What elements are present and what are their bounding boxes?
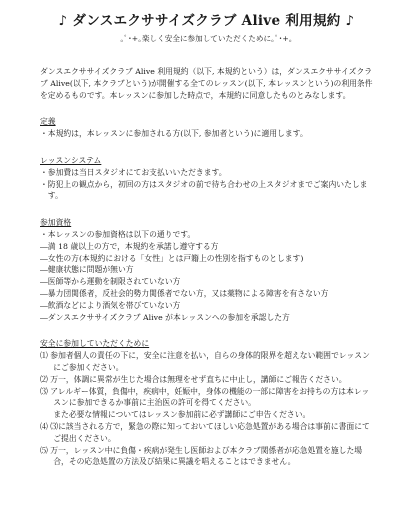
safety-item: ⑵ 万一，体調に異常が生じた場合は無理をせず直ちに中止し，講師にご報告ください。 — [40, 374, 347, 384]
section-line: ・参加費は当日スタジオにてお支払いいただきます。 — [40, 167, 227, 177]
section-eligibility — [40, 217, 373, 323]
eligibility-item: ―健康状態に問題が無い方 — [40, 265, 134, 275]
eligibility-item: ―満 18 歳以上の方で，本規約を承諾し遵守する方 — [40, 241, 219, 251]
safety-item: ⑶ アレルギー体質，負傷中，疾病中，妊娠中，身体の機能の一部に障害をお持ちの方は本レッスンに参加できるか事前に主治医の許可を得てください。 — [40, 386, 370, 408]
eligibility-item: ―医師等から運動を制限されていない方 — [40, 277, 181, 287]
section-lesson-system — [40, 155, 373, 202]
document-subtitle: ｡ﾟ･+｡楽しく安全に参加していただくために｡ﾟ･+｡ — [120, 34, 293, 43]
intro-paragraph: ダンスエクササイズクラブ Alive 利用規約（以下, 本規約という）は，ダンスエクササイズクラブ Alive(以下, 本クラブという)が開催する全てのレッスン(以下, 本レッスンという)の利用条件を定めるものです。本レッスンに参加した時点で，本規約に同意したものとみなします。 — [40, 67, 373, 100]
safety-item: ⑷ ⑶に該当される方で，緊急の際に知っておいてほしい応急処置がある場合は事前に書面にてご提出ください。 — [40, 421, 370, 443]
safety-item: ⑴ 参加者個人の責任の下に，安全に注意を払い，自らの身体的限界を超えない範囲でレッスンにご参加ください。 — [40, 351, 370, 372]
section-line: ・本規約は，本レッスンに参加される方(以下, 参加者という)に適用します。 — [40, 129, 308, 139]
eligibility-item: ―女性の方(本規約における「女性」とは戸籍上の性別を指すものとします) — [40, 253, 304, 263]
safety-item-continuation: また必要な情報についてはレッスン参加前に必ず講師にご申告ください。 — [53, 410, 311, 420]
section-heading: 参加資格 — [40, 218, 72, 228]
section-definition — [40, 116, 373, 140]
section-line: ・防犯上の観点から，初回の方はスタジオの前で待ち合わせの上スタジオまでご案内いたします。 — [40, 179, 368, 201]
document-title: ♪ ダンスエクササイズクラブ Alive 利用規約 ♪ — [58, 13, 355, 29]
section-heading: 定義 — [40, 117, 56, 127]
section-heading: レッスンシステム — [40, 155, 102, 165]
eligibility-item: ―ダンスエクササイズクラブ Alive が本レッスンへの参加を承認した方 — [40, 312, 290, 322]
eligibility-item: ―飲酒などにより酒気を帯びていない方 — [40, 300, 181, 310]
safety-item: ⑸ 万一，レッスン中に負傷・疾病が発生し医師および本クラブ関係者が応急処置を施した場合，その応急処置の方法及び結果に異議を唱えることはできません。 — [40, 445, 363, 467]
section-heading: 安全に参加していただくために — [40, 339, 150, 349]
section-line: ・本レッスンの参加資格は以下の通りです。 — [40, 229, 196, 239]
section-safety — [40, 338, 373, 468]
eligibility-item: ―暴力団関係者，反社会的勢力関係者でない方，又は薬物による障害を有さない方 — [40, 288, 329, 298]
